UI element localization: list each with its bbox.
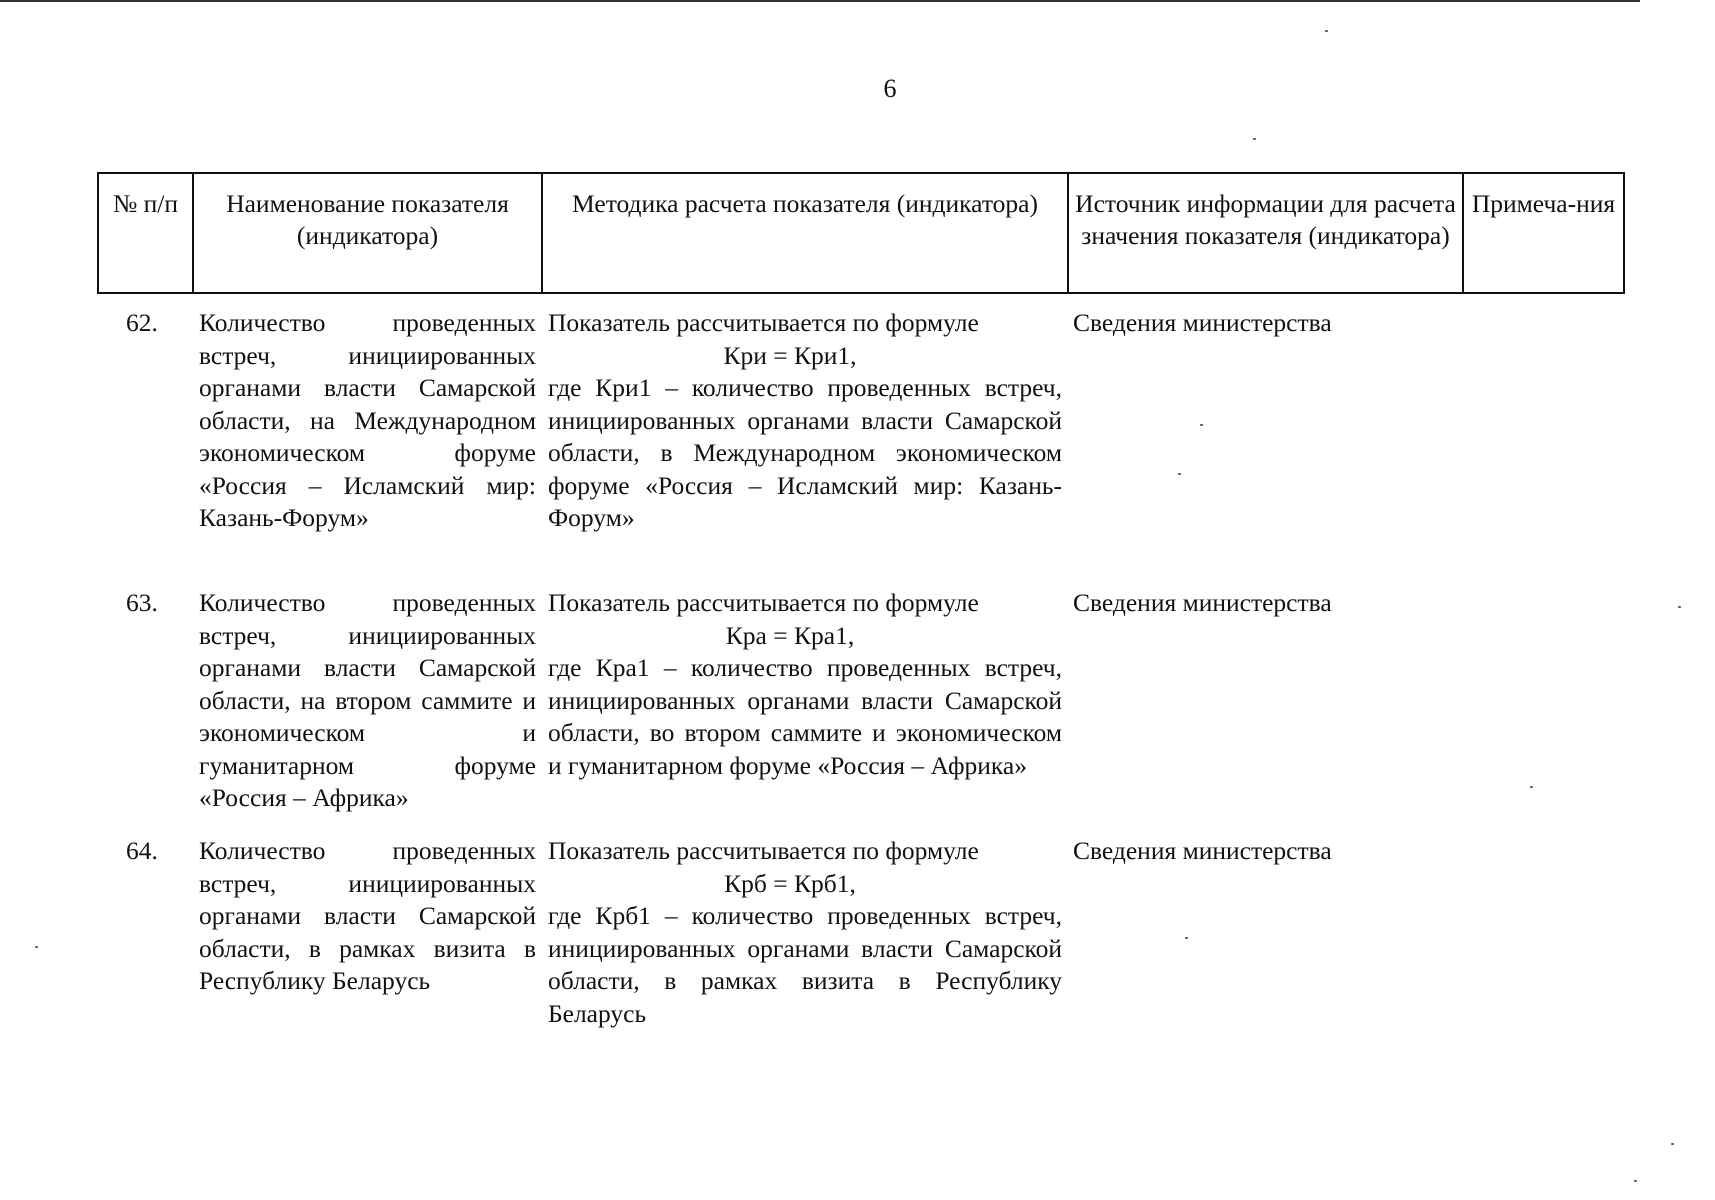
header-col-name: Наименование показателя (индикатора): [193, 173, 542, 293]
method-description: где Крб1 – количество проведенных встреч, инициированных органами власти Самарской области, в рамках визита в Республику Беларусь: [548, 901, 1062, 1028]
scan-speck: [1178, 473, 1181, 475]
method-description: где Кра1 – количество проведенных встреч, инициированных органами власти Самарской области, во втором саммите и экономическом и гуманитарном форуме «Россия – Африка»: [548, 653, 1062, 780]
scan-speck: [1634, 1180, 1637, 1182]
page-number: 6: [883, 74, 897, 103]
row-number: 63.: [126, 588, 158, 617]
header-col-notes: Примеча-ния: [1463, 173, 1624, 293]
indicator-name: Количество проведенных встреч, инициированных органами власти Самарской области, на Международном экономическом форуме «Россия – Исламский мир: Казань-Форум»: [199, 308, 536, 532]
method-description: где Кри1 – количество проведенных встреч, инициированных органами власти Самарской области, в Международном экономическом форуме «Россия – Исламский мир: Казань-Форум»: [548, 373, 1062, 532]
header-row: [98, 173, 1624, 293]
calculation-method: [548, 835, 1062, 1030]
header-col-num: № п/п: [98, 173, 193, 293]
scan-speck: [1253, 138, 1256, 140]
information-source: Сведения министерства: [1073, 836, 1332, 865]
scan-speck: [1185, 937, 1188, 939]
calculation-method: [548, 587, 1062, 782]
top-rule: [0, 0, 1640, 2]
scan-speck: [1678, 606, 1681, 608]
scan-speck: [1200, 424, 1203, 426]
scan-speck: [1325, 30, 1328, 32]
method-formula: Крб = Крб1,: [724, 868, 856, 898]
header-col-source: Источник информации для расчета значения показателя (индикатора): [1068, 173, 1463, 293]
indicator-name: Количество проведенных встреч, инициированных органами власти Самарской области, на втором саммите и экономическом и гуманитарном форуме «Россия – Африка»: [199, 588, 536, 812]
header-col-method: Методика расчета показателя (индикатора): [542, 173, 1068, 293]
scan-speck: [35, 946, 38, 948]
row-number: 64.: [126, 836, 158, 865]
method-intro: Показатель рассчитывается по формуле: [548, 308, 979, 337]
information-source: Сведения министерства: [1073, 588, 1332, 617]
method-intro: Показатель рассчитывается по формуле: [548, 836, 979, 865]
information-source: Сведения министерства: [1073, 308, 1332, 337]
method-formula: Кри = Кри1,: [723, 340, 857, 370]
method-intro: Показатель рассчитывается по формуле: [548, 588, 979, 617]
scan-speck: [1671, 1143, 1674, 1145]
table-header: [97, 172, 1625, 294]
method-formula: Кра = Кра1,: [725, 620, 855, 650]
row-number: 62.: [126, 308, 158, 337]
scan-speck: [1530, 786, 1533, 788]
calculation-method: [548, 307, 1062, 535]
indicator-name: Количество проведенных встреч, инициированных органами власти Самарской области, в рамках визита в Республику Беларусь: [199, 836, 536, 995]
